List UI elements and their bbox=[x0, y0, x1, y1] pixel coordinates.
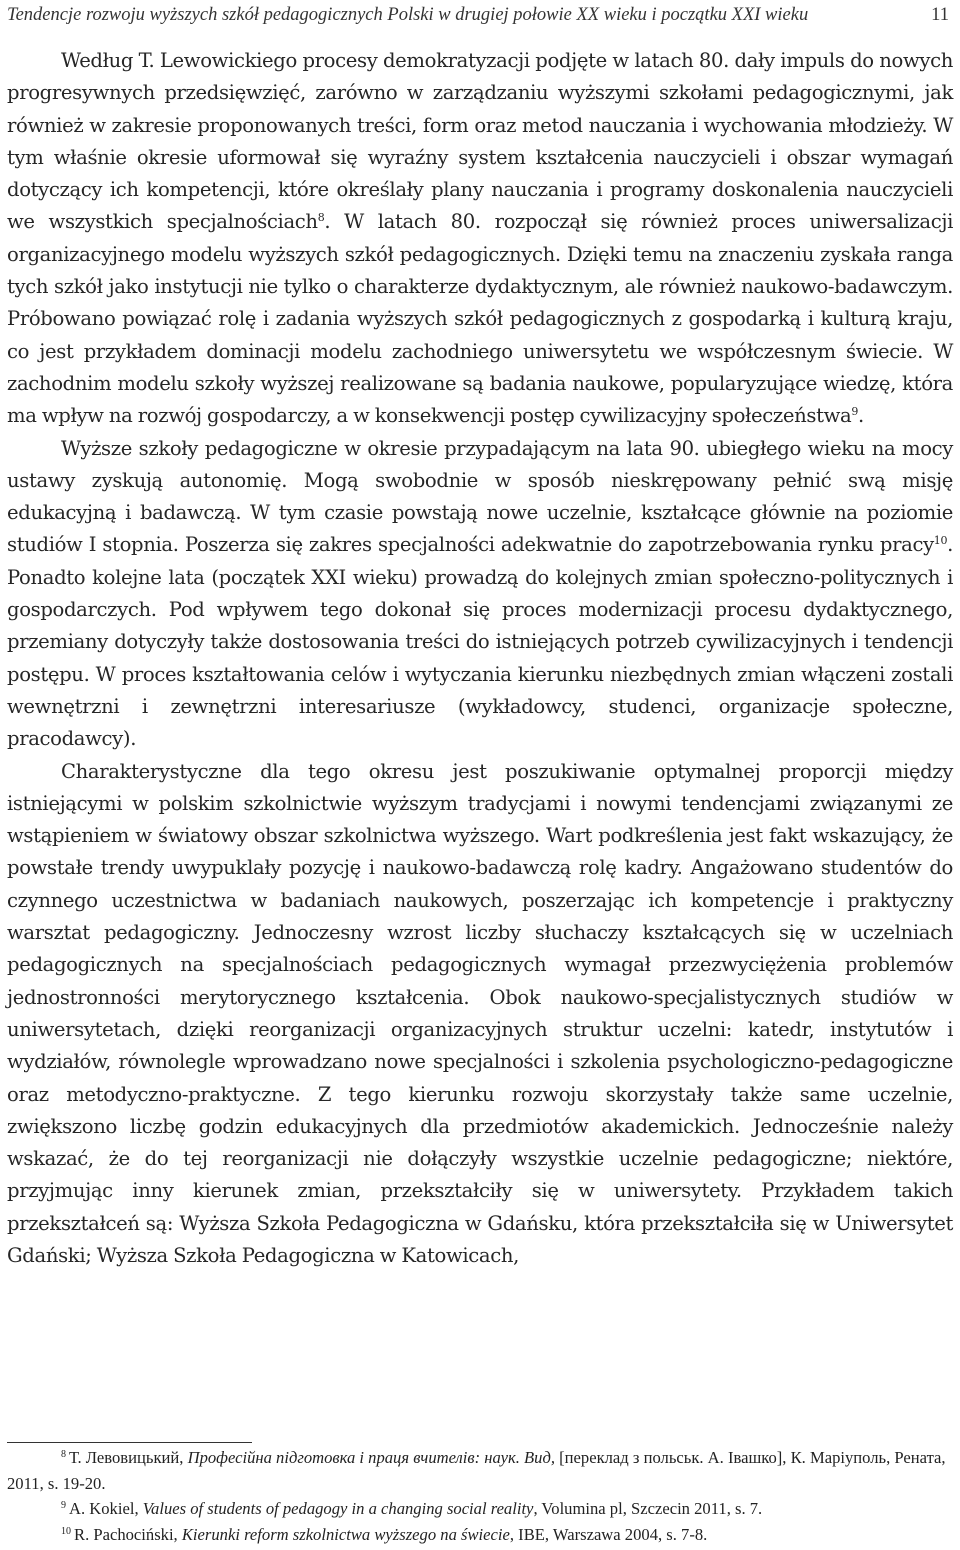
footnote-ref-9[interactable]: 9 bbox=[851, 405, 859, 419]
running-header bbox=[7, 2, 953, 28]
footnotes bbox=[7, 1445, 953, 1547]
footnote-mark: 10 bbox=[61, 1525, 71, 1537]
running-title: Tendencje rozwoju wyższych szkół pedagogicznych Polski w drugiej połowie XX wieku i początku XXI wieku bbox=[7, 5, 809, 25]
footnote-author: R. Pachociński, bbox=[74, 1524, 182, 1544]
footnote-ref-8[interactable]: 8 bbox=[317, 211, 325, 225]
paragraph-text: . bbox=[858, 404, 864, 428]
footnote-ref-10[interactable]: 10 bbox=[933, 534, 948, 548]
footnote-title: Kierunki reform szkolnictwa wyższego na świecie bbox=[181, 1524, 510, 1544]
footnote-9 bbox=[7, 1496, 953, 1522]
paragraph-2 bbox=[7, 433, 953, 756]
footnote-mark: 9 bbox=[61, 1500, 66, 1511]
paragraph-text: Charakterystyczne dla tego okresu jest poszukiwanie optymalnej proporcji między istniejącymi w polskim szkolnictwie wyższym tradycjami i nowymi tendencjami związanymi ze wstąpieniem w światowy obszar szkolnictwa wyższego. Wart podkreślenia jest fakt wskazujący, że powstałe trendy uwypuklały pozycję i naukowo-badawczą rolę kadry. Angażowano studentów do czynnego uczestnictwa w badaniach naukowych, poszerzając ich kompetencje i praktyczny warsztat pedagogiczny. Jednoczesny wzrost liczby słuchaczy kształcących się w uczelniach pedagogicznych na specjalnościach pedagogicznych wymagał przezwyciężenia problemów jednostronności merytorycznego kształcenia. Obok naukowo-specjalistycznych studiów w uniwersytetach, dzięki reorganizacji organizacyjnych struktur uczelni: katedr, instytutów i wydziałów, równolegle wprowadzano nowe specjalności i szkolenia psychologiczno-pedagogiczne oraz metodyczno-praktyczne. Z tego kierunku rozwoju skorzystały także same uczelnie, zwiększono liczbę godzin edukacyjnych dla przedmiotów akademickich. Jednocześnie należy wskazać, że do tej reorganizacji nie dołączyły wszystkie uczelnie pedagogiczne; niektóre, przyjmując inny kierunek zmian, przekształciły się w uniwersytety. Przykładem takich przekształceń są: Wyższa Szkoła Pedagogiczna w Gdańsku, która przekształciła się w Uniwersytet Gdański; Wyższa Szkoła Pedagogiczna w Katowicach, bbox=[7, 759, 953, 1267]
footnote-publication: [переклад з польськ. А. Івашко], К. Маріуполь, Рената, 2011, s. 19-20. bbox=[7, 1448, 946, 1493]
paragraph-text: . W latach 80. rozpoczął się również proces uniwersalizacji organizacyjnego modelu wyższych szkół pedagogicznych. Dzięki temu na znaczeniu zyskała ranga tych szkół jako instytucji nie tylko o charakterze dydaktycznym, ale również naukowo-badawczym. Próbowano powiązać rolę i zadania wyższych szkół pedagogicznych z gospodarką i kulturą kraju, co jest przykładem dominacji modelu zachodniego uniwersytetu we współczesnym świecie. W zachodnim modelu szkoły wyższej realizowane są badania naukowe, popularyzujące wiedzę, która ma wpływ na rozwój gospodarczy, a w konsekwencji postęp cywilizacyjny społeczeństwa bbox=[7, 210, 953, 428]
paragraph-text: . Ponadto kolejne lata (początek XXI wieku) prowadzą do kolejnych zmian społeczno-politycznych i gospodarczych. Pod wpływem tego dokonał się proces modernizacji procesu dydaktycznego, przemiany dotyczyły także dostosowania treści do istniejących potrzeb cywilizacyjnych i tendencji postępu. W proces kształtowania celów i wytyczania kierunku niezbędnych zmian włączeni zostali wewnętrzni i zewnętrzni interesariusze (wykładowcy, studenci, organizacje społeczne, pracodawcy). bbox=[7, 533, 953, 751]
footnote-separator bbox=[7, 1442, 252, 1443]
paragraph-text: Wyższe szkoły pedagogiczne w okresie przypadającym na lata 90. ubiegłego wieku na mocy ustawy zyskują autonomię. Mogą swobodnie w sposób nieskrępowany pełnić swą misję edukacyjną i badawczą. W tym czasie powstają nowe uczelnie, kształcące głównie na poziomie studiów I stopnia. Poszerza się zakres specjalności adekwatnie do zapotrzebowania rynku pracy bbox=[7, 436, 953, 557]
footnote-publication: , IBE, Warszawa 2004, s. 7-8. bbox=[509, 1524, 708, 1544]
page-number: 11 bbox=[931, 5, 949, 25]
footnote-author: Т. Левовицький, bbox=[69, 1448, 188, 1467]
footnote-title: Values of students of pedagogy in a changing social reality bbox=[142, 1499, 534, 1518]
footnote-mark: 8 bbox=[61, 1449, 66, 1460]
paragraph-1 bbox=[7, 45, 953, 433]
footnote-publication: , Volumina pl, Szczecin 2011, s. 7. bbox=[533, 1499, 763, 1518]
footnote-author: A. Kokiel, bbox=[69, 1499, 143, 1518]
footnote-8 bbox=[7, 1445, 953, 1496]
paragraph-3 bbox=[7, 756, 953, 1273]
main-text bbox=[7, 45, 953, 1272]
footnote-10 bbox=[7, 1522, 953, 1548]
footnote-title: Професійна підготовка і праця вчителів: наук. Вид, bbox=[187, 1448, 555, 1467]
paragraph-text: Według T. Lewowickiego procesy demokratyzacji podjęte w latach 80. dały impuls do nowych progresywnych przedsięwzięć, zarówno w zarządzaniu wyższymi szkołami pedagogicznymi, jak również w zakresie proponowanych treści, form oraz metod nauczania i wychowania młodzieży. W tym właśnie okresie uformował się wyraźny system kształcenia nauczycieli i obszar wymagań dotyczący ich kompetencji, które określały plany nauczania i programy doskonalenia nauczycieli we wszystkich specjalnościach bbox=[7, 49, 953, 234]
